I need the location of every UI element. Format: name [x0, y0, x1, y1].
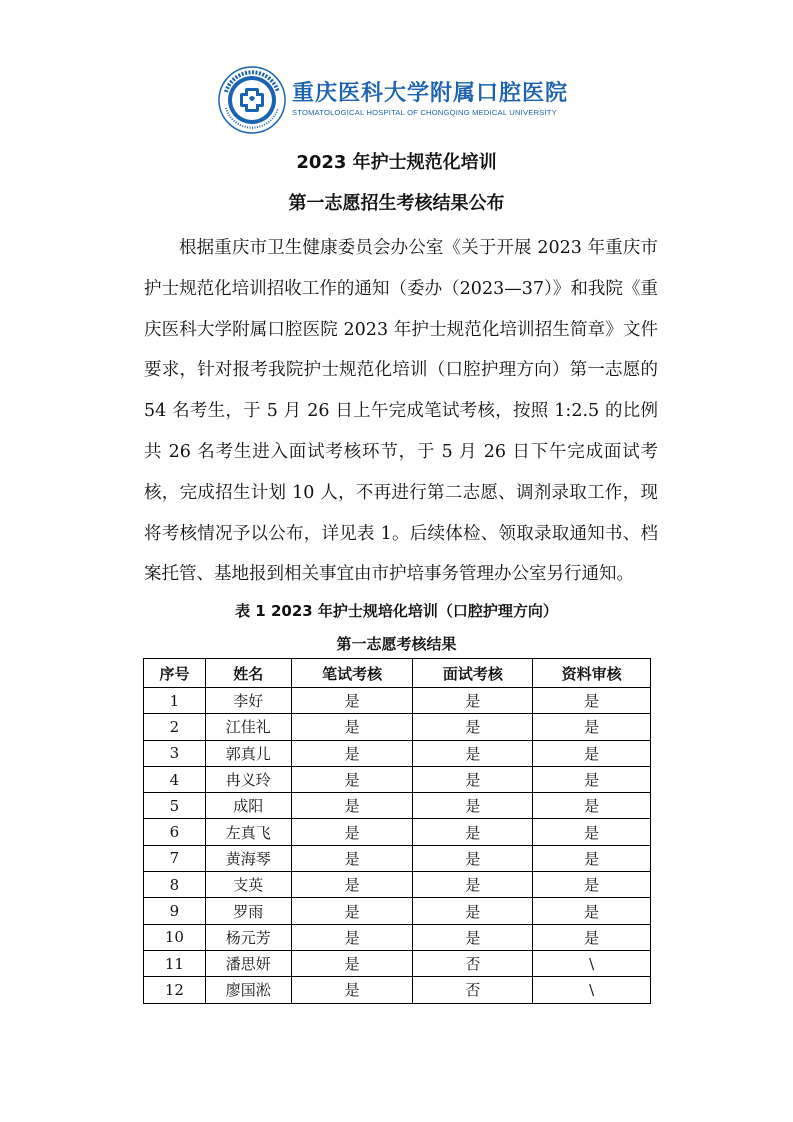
header-written-exam: 笔试考核 — [291, 659, 413, 688]
row-written-exam: 是 — [291, 898, 413, 924]
header-index: 序号 — [144, 659, 206, 688]
row-document-review: 是 — [533, 793, 651, 819]
row-index: 6 — [144, 819, 206, 845]
row-name: 江佳礼 — [205, 714, 291, 740]
row-document-review: 是 — [533, 740, 651, 766]
row-written-exam: 是 — [291, 924, 413, 950]
row-written-exam: 是 — [291, 740, 413, 766]
row-written-exam: 是 — [291, 766, 413, 792]
row-document-review: \ — [533, 950, 651, 976]
row-written-exam: 是 — [291, 950, 413, 976]
row-index: 4 — [144, 766, 206, 792]
row-document-review: 是 — [533, 766, 651, 792]
header-interview: 面试考核 — [413, 659, 533, 688]
row-index: 5 — [144, 793, 206, 819]
body-paragraph: 根据重庆市卫生健康委员会办公室《关于开展 2023 年重庆市护士规范化培训招收工作的通知（委办（2023—37）》和我院《重庆医科大学附属口腔医院 2023 年护士规范化培训招生简章》文件要求，针对报考我院护士规范化培训（口腔护理方向）第一志愿的 54 名考生，于 5 月 26 日上午完成笔试考核，按照 1:2.5 的比例共 26 名考生进入面试考核环节，于 5 月 26 日下午完成面试考核，完成招生计划 10 人，不再进行第二志愿、调剂录取工作，现将考核情况予以公布，详见表 1。后续体检、领取录取通知书、档案托管、基地报到相关事宜由市护培事务管理办公室另行通知。 — [144, 238, 658, 585]
table-row — [144, 977, 651, 1003]
table-row — [144, 714, 651, 740]
table-subcaption: 第一志愿考核结果 — [336, 635, 457, 653]
row-name: 李好 — [205, 688, 291, 714]
document-subtitle: 第一志愿招生考核结果公布 — [288, 193, 505, 214]
table-row — [144, 950, 651, 976]
table-caption: 表 1 2023 年护士规培化培训（口腔护理方向） — [235, 602, 558, 620]
row-name: 郭真儿 — [205, 740, 291, 766]
row-written-exam: 是 — [291, 845, 413, 871]
row-index: 12 — [144, 977, 206, 1003]
header-document-review: 资料审核 — [533, 659, 651, 688]
results-table — [143, 658, 651, 1004]
row-interview: 是 — [413, 845, 533, 871]
table-row — [144, 740, 651, 766]
row-interview: 是 — [413, 819, 533, 845]
row-index: 8 — [144, 872, 206, 898]
table-header-row — [144, 659, 651, 688]
row-index: 3 — [144, 740, 206, 766]
row-document-review: 是 — [533, 845, 651, 871]
row-name: 廖国淞 — [205, 977, 291, 1003]
hospital-name-en: STOMATOLOGICAL HOSPITAL OF CHONGQING MEDICAL UNIVERSITY — [292, 108, 557, 117]
row-document-review: 是 — [533, 898, 651, 924]
row-name: 黄海琴 — [205, 845, 291, 871]
row-index: 10 — [144, 924, 206, 950]
row-written-exam: 是 — [291, 793, 413, 819]
row-interview: 是 — [413, 924, 533, 950]
row-index: 7 — [144, 845, 206, 871]
row-interview: 否 — [413, 950, 533, 976]
row-interview: 是 — [413, 793, 533, 819]
hospital-header — [218, 66, 568, 134]
row-interview: 是 — [413, 766, 533, 792]
row-name: 杨元芳 — [205, 924, 291, 950]
row-interview: 否 — [413, 977, 533, 1003]
row-index: 2 — [144, 714, 206, 740]
row-name: 支英 — [205, 872, 291, 898]
row-written-exam: 是 — [291, 977, 413, 1003]
row-name: 潘思妍 — [205, 950, 291, 976]
table-row — [144, 766, 651, 792]
document-title: 2023 年护士规范化培训 — [296, 152, 497, 173]
row-index: 1 — [144, 688, 206, 714]
row-interview: 是 — [413, 898, 533, 924]
table-row — [144, 793, 651, 819]
row-name: 成阳 — [205, 793, 291, 819]
row-document-review: 是 — [533, 714, 651, 740]
row-interview: 是 — [413, 714, 533, 740]
row-document-review: 是 — [533, 688, 651, 714]
row-interview: 是 — [413, 688, 533, 714]
row-document-review: 是 — [533, 819, 651, 845]
hospital-name-cn: 重庆医科大学附属口腔医院 — [292, 81, 569, 106]
row-document-review: \ — [533, 977, 651, 1003]
row-interview: 是 — [413, 740, 533, 766]
row-written-exam: 是 — [291, 819, 413, 845]
row-interview: 是 — [413, 872, 533, 898]
announcement-body — [144, 228, 658, 595]
table-row — [144, 898, 651, 924]
table-row — [144, 845, 651, 871]
row-written-exam: 是 — [291, 714, 413, 740]
row-name: 左真飞 — [205, 819, 291, 845]
hospital-logo-icon — [218, 66, 286, 134]
header-name: 姓名 — [205, 659, 291, 688]
table-row — [144, 688, 651, 714]
row-index: 11 — [144, 950, 206, 976]
row-index: 9 — [144, 898, 206, 924]
table-row — [144, 872, 651, 898]
row-document-review: 是 — [533, 872, 651, 898]
row-written-exam: 是 — [291, 688, 413, 714]
row-document-review: 是 — [533, 924, 651, 950]
table-row — [144, 924, 651, 950]
row-name: 罗雨 — [205, 898, 291, 924]
row-written-exam: 是 — [291, 872, 413, 898]
row-name: 冉义玲 — [205, 766, 291, 792]
table-row — [144, 819, 651, 845]
